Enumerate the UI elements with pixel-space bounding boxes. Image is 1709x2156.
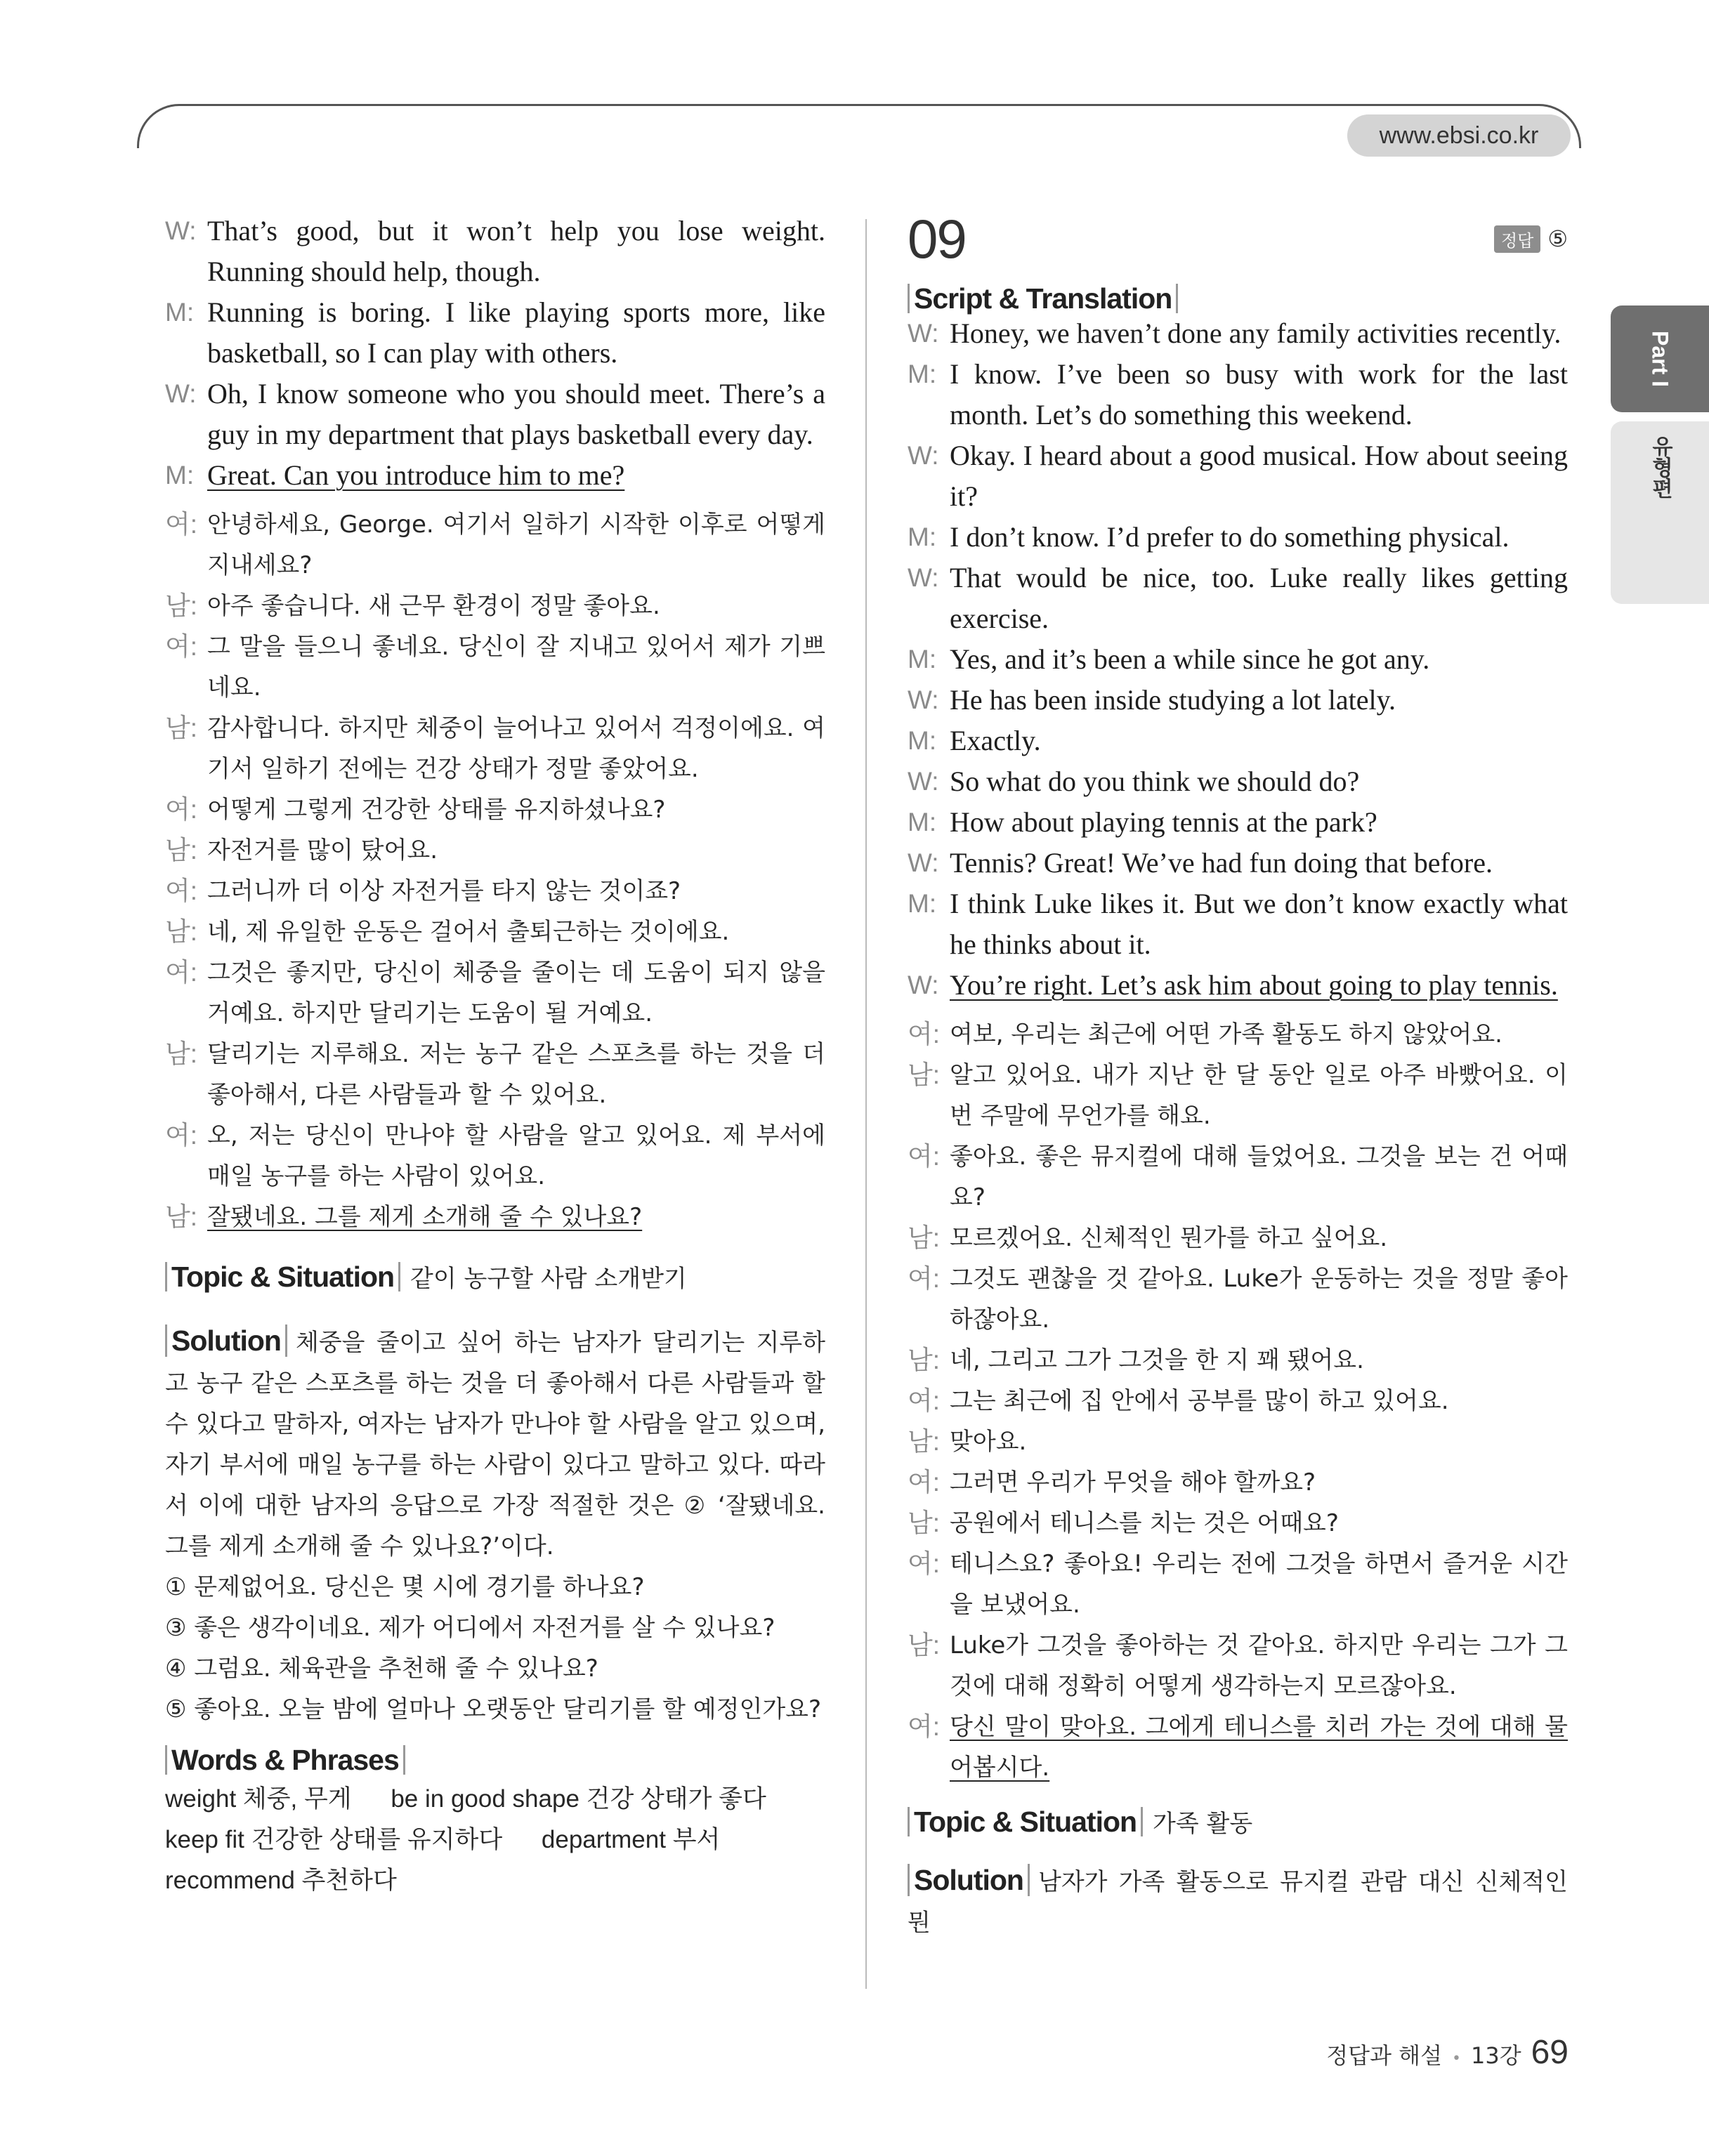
dialogue-line xyxy=(908,680,1568,721)
dialogue-text: 그것도 괜찮을 것 같아요. Luke가 운동하는 것을 정말 좋아하잖아요. xyxy=(950,1265,1568,1334)
footer-bullet: • xyxy=(1451,2050,1461,2068)
dialogue-gap xyxy=(165,496,825,504)
word-ko: 건강 상태가 좋다 xyxy=(586,1785,766,1813)
words-list xyxy=(165,1779,825,1901)
dialogue-line xyxy=(165,374,825,455)
speaker-label: M: xyxy=(908,808,937,836)
dialogue-text: He has been inside studying a lot lately. xyxy=(950,684,1396,716)
dialogue-text: Luke가 그것을 좋아하는 것 같아요. 하지만 우리는 그가 그것에 대해 정확히 어떻게 생각하는지 모르잖아요. xyxy=(950,1631,1568,1700)
footer-label: 정답과 해설 xyxy=(1326,2042,1442,2069)
dialogue-text: 아주 좋습니다. 새 근무 환경이 정말 좋아요. xyxy=(207,592,660,620)
dialogue-text: 자전거를 많이 탔어요. xyxy=(207,836,438,865)
dialogue-line xyxy=(908,1340,1568,1381)
column-divider xyxy=(865,219,867,1989)
speaker-label: 남: xyxy=(165,1202,198,1231)
dialogue-line xyxy=(908,435,1568,517)
word-en: department xyxy=(541,1826,666,1853)
dialogue-text: I don’t know. I’d prefer to do something physical. xyxy=(950,521,1510,553)
speaker-label: 남: xyxy=(908,1223,941,1252)
dialogue-text: How about playing tennis at the park? xyxy=(950,806,1377,838)
dialogue-text: That would be nice, too. Luke really likes getting exercise. xyxy=(950,562,1568,634)
dialogue-line xyxy=(165,952,825,1034)
dialogue-line xyxy=(908,1381,1568,1421)
dialogue-line xyxy=(165,211,825,292)
dialogue-line xyxy=(908,721,1568,761)
speaker-label: 여: xyxy=(165,1121,198,1150)
footer-lesson: 13강 xyxy=(1470,2042,1521,2069)
speaker-label: 여: xyxy=(908,1549,941,1578)
speaker-label: 여: xyxy=(908,1468,941,1497)
speaker-label: 여: xyxy=(165,795,198,824)
topic-text-2: 가족 활동 xyxy=(1153,1810,1253,1838)
dialogue-text: Honey, we haven’t done any family activities recently. xyxy=(950,317,1561,349)
dialogue-line xyxy=(908,517,1568,558)
dialogue-text: So what do you think we should do? xyxy=(950,765,1360,797)
page-footer xyxy=(1326,2033,1569,2072)
dialogue-line xyxy=(908,1258,1568,1340)
speaker-label: 여: xyxy=(908,1020,941,1049)
dialogue-text: 그 말을 들으니 좋네요. 당신이 잘 지내고 있어서 제가 기쁘네요. xyxy=(207,633,825,702)
speaker-label: M: xyxy=(908,889,937,918)
speaker-label: W: xyxy=(908,767,939,796)
speaker-label: M: xyxy=(908,360,937,388)
dialogue-text: 그는 최근에 집 안에서 공부를 많이 하고 있어요. xyxy=(950,1387,1449,1415)
speaker-label: M: xyxy=(908,726,937,755)
speaker-label: 여: xyxy=(908,1386,941,1415)
dialogue-text: 감사합니다. 하지만 체중이 늘어나고 있어서 걱정이에요. 여기서 일하기 전에는 건강 상태가 정말 좋았어요. xyxy=(207,714,825,783)
dialogue-line xyxy=(908,1625,1568,1707)
dialogue-line xyxy=(165,1115,825,1197)
dialogue-line xyxy=(908,1014,1568,1055)
dialogue-text: Great. Can you introduce him to me? xyxy=(207,459,625,491)
topic-heading-2 xyxy=(908,1803,1568,1844)
answer-key xyxy=(1494,225,1568,253)
dialogue-text: 공원에서 테니스를 치는 것은 어때요? xyxy=(950,1509,1339,1537)
dialogue-line xyxy=(908,802,1568,843)
speaker-label: 여: xyxy=(165,876,198,905)
speaker-label: 남: xyxy=(908,1346,941,1374)
dialogue-text: 네, 제 유일한 운동은 걸어서 출퇴근하는 것이에요. xyxy=(207,918,730,946)
right-dialogue xyxy=(908,313,1568,1788)
speaker-label: M: xyxy=(908,522,937,551)
speaker-label: W: xyxy=(908,563,939,592)
dialogue-line xyxy=(908,354,1568,435)
dialogue-line xyxy=(908,1462,1568,1503)
answer-option: ① 문제없어요. 당신은 몇 시에 경기를 하나요? xyxy=(165,1573,645,1601)
answer-option: ④ 그럼요. 체육관을 추천해 줄 수 있나요? xyxy=(165,1655,598,1683)
word-ko: 체중, 무게 xyxy=(242,1785,352,1813)
dialogue-text: Tennis? Great! We’ve had fun doing that before. xyxy=(950,847,1493,879)
dialogue-gap xyxy=(908,1006,1568,1014)
dialogue-text: I know. I’ve been so busy with work for the last month. Let’s do something this weekend. xyxy=(950,358,1568,430)
dialogue-text: 테니스요? 좋아요! 우리는 전에 그것을 하면서 즐거운 시간을 보냈어요. xyxy=(950,1550,1568,1619)
speaker-label: 여: xyxy=(165,958,198,987)
speaker-label: 남: xyxy=(908,1427,941,1456)
dialogue-line xyxy=(165,708,825,789)
speaker-label: W: xyxy=(908,441,939,470)
speaker-label: M: xyxy=(165,461,195,489)
dialogue-line xyxy=(908,1503,1568,1544)
topic-title: Topic & Situation xyxy=(165,1262,400,1291)
speaker-label: 남: xyxy=(908,1508,941,1537)
dialogue-line xyxy=(908,1707,1568,1788)
dialogue-line xyxy=(165,1197,825,1237)
speaker-label: 남: xyxy=(165,836,198,865)
topic-text: 같이 농구할 사람 소개받기 xyxy=(410,1265,687,1293)
word-en: keep fit xyxy=(165,1826,244,1853)
dialogue-text: 맞아요. xyxy=(950,1428,1027,1456)
speaker-label: W: xyxy=(908,848,939,877)
dialogue-line xyxy=(908,1421,1568,1462)
solution-title: Solution xyxy=(165,1325,287,1357)
topic-title-2: Topic & Situation xyxy=(908,1807,1143,1836)
answer-option: ③ 좋은 생각이네요. 제가 어디에서 자전거를 살 수 있나요? xyxy=(165,1614,775,1642)
script-title: Script & Translation xyxy=(908,284,1178,313)
dialogue-text: 안녕하세요, George. 여기서 일하기 시작한 이후로 어떻게 지내세요? xyxy=(207,511,825,579)
dialogue-text: 모르겠어요. 신체적인 뭔가를 하고 싶어요. xyxy=(950,1224,1388,1252)
speaker-label: 여: xyxy=(165,632,198,661)
dialogue-line xyxy=(908,843,1568,883)
dialogue-line xyxy=(908,1218,1568,1258)
left-column xyxy=(165,211,825,1901)
dialogue-text: 그러면 우리가 무엇을 해야 할까요? xyxy=(950,1468,1316,1497)
word-ko: 건강한 상태를 유지하다 xyxy=(251,1826,503,1853)
speaker-label: 남: xyxy=(908,1631,941,1659)
dialogue-text: Yes, and it’s been a while since he got any. xyxy=(950,643,1430,675)
dialogue-line xyxy=(908,558,1568,639)
dialogue-line xyxy=(165,912,825,952)
dialogue-text: 달리기는 지루해요. 저는 농구 같은 스포츠를 하는 것을 더 좋아해서, 다른 사람들과 할 수 있어요. xyxy=(207,1040,825,1109)
solution-block xyxy=(165,1320,825,1567)
right-column xyxy=(908,207,1568,1943)
speaker-label: 여: xyxy=(165,510,198,539)
dialogue-line xyxy=(165,626,825,708)
tab-part-1[interactable] xyxy=(1611,305,1709,412)
dialogue-line xyxy=(165,586,825,626)
word-entry xyxy=(165,1785,352,1813)
dialogue-text: 잘됐네요. 그를 제게 소개해 줄 수 있나요? xyxy=(207,1203,643,1231)
topic-heading xyxy=(165,1258,825,1299)
dialogue-line xyxy=(165,830,825,871)
speaker-label: W: xyxy=(908,685,939,714)
dialogue-text: Exactly. xyxy=(950,725,1041,756)
dialogue-line xyxy=(908,883,1568,965)
dialogue-text: 어떻게 그렇게 건강한 상태를 유지하셨나요? xyxy=(207,796,666,824)
dialogue-line xyxy=(908,965,1568,1006)
speaker-label: M: xyxy=(908,645,937,673)
solution-text: 체중을 줄이고 싶어 하는 남자가 달리기는 지루하고 농구 같은 스포츠를 하는 것을 더 좋아해서 다른 사람들과 할 수 있다고 말하자, 여자는 남자가 만나야 할 사람을 알고 있으며, 자기 부서에 매일 농구를 하는 사람이 있다고 말하고 있다. 따라서 이에 대한 남자의 응답으로 가장 적절한 것은 ② ‘잘됐네요. 그를 제게 소개해 줄 수 있나요?’이다. xyxy=(165,1329,825,1560)
tab-section[interactable] xyxy=(1611,421,1709,604)
word-entry xyxy=(165,1867,397,1894)
speaker-label: 남: xyxy=(165,917,198,946)
dialogue-line xyxy=(908,639,1568,680)
dialogue-text: 알고 있어요. 내가 지난 한 달 동안 일로 아주 바빴어요. 이번 주말에 무언가를 해요. xyxy=(950,1061,1568,1130)
page-number: 69 xyxy=(1531,2034,1569,2071)
answer-value: ⑤ xyxy=(1547,225,1568,252)
dialogue-line xyxy=(908,761,1568,802)
dialogue-line xyxy=(165,789,825,830)
dialogue-text: Running is boring. I like playing sports more, like basketball, so I can play with others. xyxy=(207,296,825,369)
question-number: 09 xyxy=(908,207,966,270)
word-entry xyxy=(391,1785,766,1813)
answer-option: ⑤ 좋아요. 오늘 밤에 얼마나 오랫동안 달리기를 할 예정인가요? xyxy=(165,1695,822,1723)
word-en: recommend xyxy=(165,1867,295,1894)
word-entry xyxy=(542,1826,720,1853)
speaker-label: W: xyxy=(165,216,197,245)
words-heading xyxy=(165,1745,825,1775)
answer-badge: 정답 xyxy=(1494,225,1540,253)
speaker-label: 남: xyxy=(165,1039,198,1068)
solution-text-2: 남자가 가족 활동으로 뮤지컬 관람 대신 신체적인 뭔 xyxy=(908,1868,1568,1937)
speaker-label: 남: xyxy=(165,591,198,620)
dialogue-line xyxy=(165,504,825,586)
answer-options xyxy=(165,1567,825,1730)
dialogue-text: Okay. I heard about a good musical. How about seeing it? xyxy=(950,440,1568,512)
dialogue-text: 네, 그리고 그가 그것을 한 지 꽤 됐어요. xyxy=(950,1346,1364,1374)
dialogue-text: You’re right. Let’s ask him about going to play tennis. xyxy=(950,969,1558,1001)
question-header xyxy=(908,204,1568,274)
dialogue-text: That’s good, but it won’t help you lose weight. Running should help, though. xyxy=(207,215,825,287)
dialogue-line xyxy=(165,455,825,496)
dialogue-line xyxy=(165,871,825,912)
tab-section-label: 유형편 xyxy=(1648,435,1672,499)
word-ko: 부서 xyxy=(672,1826,721,1853)
dialogue-line xyxy=(908,1055,1568,1136)
word-entry xyxy=(165,1826,502,1853)
dialogue-line xyxy=(165,292,825,374)
word-en: be in good shape xyxy=(391,1785,580,1813)
site-url[interactable]: www.ebsi.co.kr xyxy=(1347,114,1571,157)
dialogue-text: I think Luke likes it. But we don’t know exactly what he thinks about it. xyxy=(950,888,1568,960)
speaker-label: 남: xyxy=(908,1060,941,1089)
speaker-label: M: xyxy=(165,298,195,327)
words-title: Words & Phrases xyxy=(165,1745,405,1775)
tab-part-label: Part I xyxy=(1647,330,1673,388)
speaker-label: 여: xyxy=(908,1264,941,1293)
script-heading xyxy=(908,284,1568,313)
dialogue-line xyxy=(165,1034,825,1115)
dialogue-text: 그러니까 더 이상 자전거를 타지 않는 것이죠? xyxy=(207,877,681,905)
speaker-label: 남: xyxy=(165,714,198,742)
dialogue-line xyxy=(908,1136,1568,1218)
dialogue-text: Oh, I know someone who you should meet. There’s a guy in my department that plays basketball every day. xyxy=(207,378,825,450)
solution-block-2 xyxy=(908,1860,1568,1943)
speaker-label: W: xyxy=(908,971,939,999)
dialogue-line xyxy=(908,313,1568,354)
dialogue-text: 오, 저는 당신이 만나야 할 사람을 알고 있어요. 제 부서에 매일 농구를 하는 사람이 있어요. xyxy=(207,1122,825,1190)
speaker-label: W: xyxy=(908,319,939,348)
dialogue-text: 여보, 우리는 최근에 어떤 가족 활동도 하지 않았어요. xyxy=(950,1020,1502,1049)
left-dialogue xyxy=(165,211,825,1237)
word-en: weight xyxy=(165,1785,237,1813)
dialogue-text: 당신 말이 맞아요. 그에게 테니스를 치러 가는 것에 대해 물어봅시다. xyxy=(950,1713,1568,1782)
dialogue-line xyxy=(908,1544,1568,1625)
speaker-label: W: xyxy=(165,379,197,408)
word-ko: 추천하다 xyxy=(301,1867,397,1894)
dialogue-text: 좋아요. 좋은 뮤지컬에 대해 들었어요. 그것을 보는 건 어때요? xyxy=(950,1143,1568,1211)
dialogue-text: 그것은 좋지만, 당신이 체중을 줄이는 데 도움이 되지 않을 거예요. 하지만 달리기는 도움이 될 거예요. xyxy=(207,959,825,1027)
speaker-label: 여: xyxy=(908,1142,941,1171)
solution-title-2: Solution xyxy=(908,1864,1030,1896)
speaker-label: 여: xyxy=(908,1712,941,1741)
